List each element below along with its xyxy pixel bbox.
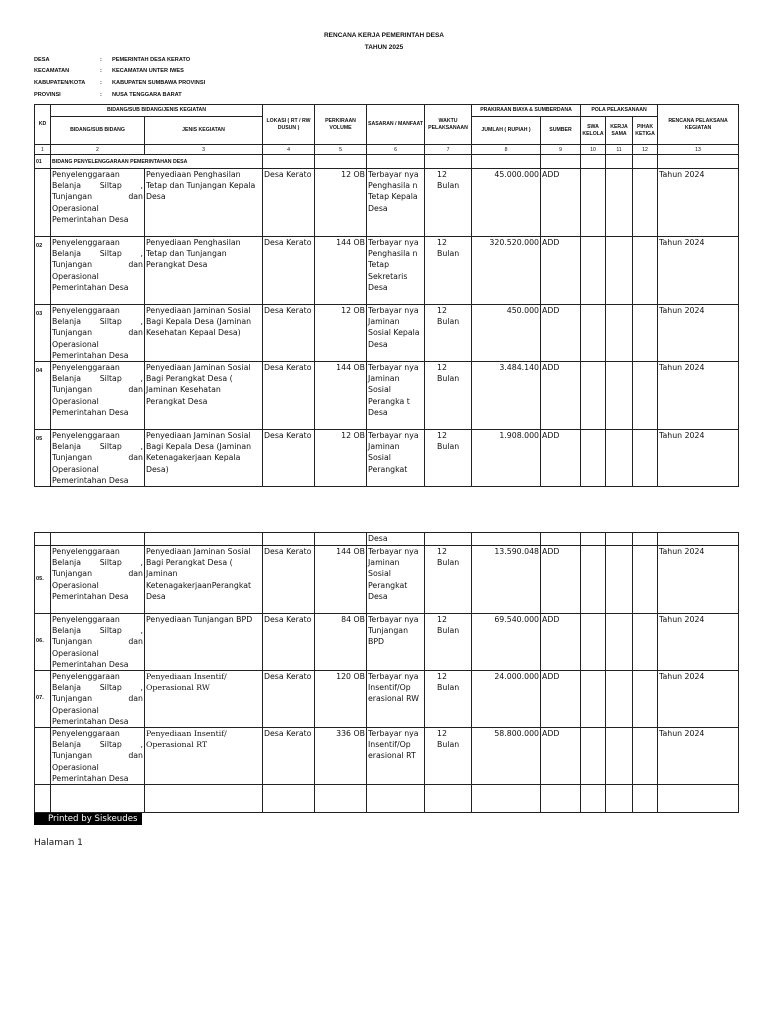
rkp-table-page2 [34, 532, 739, 813]
table-row [35, 362, 739, 430]
jenis-cell: Penyediaan Jaminan Sosial Bagi Kepala Desa (Jaminan Ketenagakerjaan Kepala Desa) [145, 430, 263, 487]
kd-cell: 07. [35, 671, 51, 728]
volume-cell: 12 OB [315, 305, 367, 362]
kd-cell: 05 [35, 430, 51, 487]
col-number: 5 [315, 145, 367, 155]
col-number: 1 [35, 145, 51, 155]
section-kd: 01 [35, 155, 51, 169]
rencana-cell: Tahun 2024 [658, 169, 739, 237]
jumlah-cell: 69.540.000 [472, 614, 541, 671]
swa-cell [581, 169, 606, 237]
swa-cell [581, 362, 606, 430]
kd-cell [35, 169, 51, 237]
sumber-cell: ADD [541, 237, 581, 305]
col-number: 2 [51, 145, 145, 155]
sumber-cell: ADD [541, 305, 581, 362]
empty-cell [145, 785, 263, 813]
empty-cell [315, 785, 367, 813]
kerja-cell [606, 614, 633, 671]
empty-cell [633, 785, 658, 813]
col-number: 10 [581, 145, 606, 155]
meta-desa: DESA : PEMERINTAH DESA KERATO [34, 57, 191, 63]
kerja-cell [606, 237, 633, 305]
rencana-cell: Tahun 2024 [658, 362, 739, 430]
sasaran-cell: Terbayar nya Jaminan Sosial Perangkat Desa [367, 546, 425, 614]
table-row [35, 169, 739, 237]
volume-cell: 12 OB [315, 430, 367, 487]
lokasi-cell: Desa Kerato [263, 614, 315, 671]
col-number: 7 [425, 145, 472, 155]
pihak-cell [633, 305, 658, 362]
sasaran-cell: Terbayar nya Insentif/Op erasional RT [367, 728, 425, 785]
table-row-empty [35, 785, 739, 813]
bidang-cell: Penyelenggaraan Belanja Siltap , Tunjangan dan Operasional Pemerintahan Desa [51, 546, 145, 614]
col-number: 12 [633, 145, 658, 155]
waktu-cell: 12 Bulan [425, 430, 472, 487]
sasaran-cell: Terbayar nya Penghasila n Tetap Sekretaris Desa [367, 237, 425, 305]
waktu-cell: 12 Bulan [425, 237, 472, 305]
document-year: TAHUN 2025 [364, 44, 404, 51]
meta-kecamatan: KECAMATAN : KECAMATAN UNTER IWES [34, 68, 184, 74]
table-row [35, 671, 739, 728]
col-waktu: WAKTU PELAKSANAAN [425, 105, 472, 145]
kd-cell: 02 [35, 237, 51, 305]
col-kerja: KERJA SAMA [606, 117, 633, 145]
col-number: 3 [145, 145, 263, 155]
col-bidang: BIDANG/SUB BIDANG [51, 117, 145, 145]
kerja-cell [606, 671, 633, 728]
rencana-cell: Tahun 2024 [658, 728, 739, 785]
sumber-cell: ADD [541, 430, 581, 487]
waktu-cell: 12 Bulan [425, 169, 472, 237]
col-rencana: RENCANA PELAKSANA KEGIATAN [658, 105, 739, 145]
col-number: 9 [541, 145, 581, 155]
printed-by-label: Printed by Siskeudes [34, 813, 142, 825]
sumber-cell: ADD [541, 362, 581, 430]
jenis-cell: Penyediaan Jaminan Sosial Bagi Perangkat Desa ( Jaminan Kesehatan Perangkat Desa [145, 362, 263, 430]
sumber-cell: ADD [541, 614, 581, 671]
jumlah-cell: 58.800.000 [472, 728, 541, 785]
col-number: 11 [606, 145, 633, 155]
table-row [35, 305, 739, 362]
table-row [35, 430, 739, 487]
col-sasaran: SASARAN / MANFAAT [367, 105, 425, 145]
empty-cell [367, 785, 425, 813]
pihak-cell [633, 728, 658, 785]
jumlah-cell: 45.000.000 [472, 169, 541, 237]
rencana-cell: Tahun 2024 [658, 671, 739, 728]
lokasi-cell: Desa Kerato [263, 546, 315, 614]
kerja-cell [606, 305, 633, 362]
col-kd: KD [35, 105, 51, 145]
volume-cell: 84 OB [315, 614, 367, 671]
sumber-cell: ADD [541, 728, 581, 785]
bidang-cell: Penyelenggaraan Belanja Siltap , Tunjangan dan Operasional Pemerintahan Desa [52, 615, 143, 669]
empty-cell [606, 785, 633, 813]
jumlah-cell: 320.520.000 [472, 237, 541, 305]
kerja-cell [606, 430, 633, 487]
page-number: Halaman 1 [34, 838, 83, 848]
col-group: BIDANG/SUB BIDANG/JENIS KEGIATAN [51, 105, 263, 117]
col-number: 13 [658, 145, 739, 155]
lokasi-cell: Desa Kerato [263, 728, 315, 785]
col-jenis: JENIS KEGIATAN [145, 117, 263, 145]
kd-cell: 04 [35, 362, 51, 430]
bidang-cell: Penyelenggaraan Belanja Siltap , Tunjangan dan Operasional Pemerintahan Desa [51, 169, 145, 237]
swa-cell [581, 305, 606, 362]
meta-kabupaten: KABUPATEN/KOTA : KABUPATEN SUMBAWA PROVINSI [34, 80, 206, 86]
swa-cell [581, 671, 606, 728]
jenis-cell: Penyediaan Insentif/ Operasional RT [145, 728, 263, 785]
swa-cell [581, 430, 606, 487]
bidang-cell: Penyelenggaraan Belanja Siltap , Tunjangan dan Operasional Pemerintahan Desa [52, 672, 143, 726]
rencana-cell: Tahun 2024 [658, 546, 739, 614]
jenis-cell: Penyediaan Insentif/ Operasional RW [145, 671, 263, 728]
swa-cell [581, 614, 606, 671]
empty-cell [541, 785, 581, 813]
waktu-cell: 12 Bulan [425, 305, 472, 362]
meta-provinsi: PROVINSI : NUSA TENGGARA BARAT [34, 92, 182, 98]
sasaran-cell: Terbayar nya Jaminan Sosial Perangkat [367, 430, 425, 487]
section-label: BIDANG PENYELENGGARAAN PEMERINTAHAN DESA [51, 155, 263, 169]
bidang-cell: Penyelenggaraan Belanja Siltap , Tunjangan dan Operasional Pemerintahan Desa [52, 729, 143, 783]
sumber-cell: ADD [541, 169, 581, 237]
col-pihak: PIHAK KETIGA [633, 117, 658, 145]
jumlah-cell: 450.000 [472, 305, 541, 362]
jumlah-cell: 13.590.048 [472, 546, 541, 614]
jenis-cell: Penyediaan Tunjangan BPD [145, 614, 263, 671]
waktu-cell: 12 Bulan [425, 614, 472, 671]
lokasi-cell: Desa Kerato [263, 169, 315, 237]
empty-cell [35, 785, 51, 813]
swa-cell [581, 546, 606, 614]
col-swa: SWA KELOLA [581, 117, 606, 145]
kd-cell: 05. [35, 546, 51, 614]
col-biaya: PRAKIRAAN BIAYA & SUMBERDANA [472, 105, 581, 117]
sasaran-cell: Terbayar nya Jaminan Sosial Perangka t Desa [367, 362, 425, 430]
jenis-cell: Penyediaan Penghasilan Tetap dan Tunjangan Perangkat Desa [145, 237, 263, 305]
lokasi-cell: Desa Kerato [263, 671, 315, 728]
pihak-cell [633, 671, 658, 728]
jenis-cell: Penyediaan Jaminan Sosial Bagi Kepala Desa (Jaminan Kesehatan Kepaal Desa) [145, 305, 263, 362]
col-lokasi: LOKASI ( RT / RW DUSUN ) [263, 105, 315, 145]
volume-cell: 144 OB [315, 362, 367, 430]
col-number: 8 [472, 145, 541, 155]
volume-cell: 144 OB [315, 237, 367, 305]
bidang-cell: Penyelenggaraan Belanja Siltap , Tunjangan dan Operasional Pemerintahan Desa [51, 237, 145, 305]
waktu-cell: 12 Bulan [425, 546, 472, 614]
empty-cell [472, 785, 541, 813]
col-jumlah: JUMLAH ( RUPIAH ) [472, 117, 541, 145]
table-row [35, 237, 739, 305]
pihak-cell [633, 169, 658, 237]
table-row [35, 546, 739, 614]
pihak-cell [633, 237, 658, 305]
kd-cell [35, 728, 51, 785]
jumlah-cell: 1.908.000 [472, 430, 541, 487]
table-row [35, 614, 739, 671]
rencana-cell: Tahun 2024 [658, 237, 739, 305]
bidang-cell: Penyelenggaraan Belanja Siltap , Tunjangan dan Operasional Pemerintahan Desa [51, 362, 145, 430]
col-number: 4 [263, 145, 315, 155]
jumlah-cell: 24.000.000 [472, 671, 541, 728]
col-pola: POLA PELAKSANAAN [581, 105, 658, 117]
volume-cell: 120 OB [315, 671, 367, 728]
bidang-cell: Penyelenggaraan Belanja Siltap , Tunjangan dan Operasional Pemerintahan Desa [52, 306, 143, 360]
kd-cell: 03 [35, 305, 51, 362]
sasaran-cell: Terbayar nya Tunjangan BPD [367, 614, 425, 671]
pihak-cell [633, 362, 658, 430]
kerja-cell [606, 546, 633, 614]
kerja-cell [606, 362, 633, 430]
kerja-cell [606, 728, 633, 785]
lokasi-cell: Desa Kerato [263, 237, 315, 305]
pihak-cell [633, 614, 658, 671]
waktu-cell: 12 Bulan [425, 362, 472, 430]
lokasi-cell: Desa Kerato [263, 430, 315, 487]
sasaran-cell: Terbayar nya Insentif/Op erasional RW [367, 671, 425, 728]
jenis-cell: Penyediaan Penghasilan Tetap dan Tunjangan Kepala Desa [145, 169, 263, 237]
waktu-cell: 12 Bulan [425, 671, 472, 728]
sasaran-cell: Terbayar nya Penghasila n Tetap Kepala Desa [367, 169, 425, 237]
pihak-cell [633, 430, 658, 487]
col-sumber: SUMBER [541, 117, 581, 145]
empty-cell [51, 785, 145, 813]
swa-cell [581, 237, 606, 305]
document-title: RENCANA KERJA PEMERINTAH DESA [323, 32, 445, 39]
rencana-cell: Tahun 2024 [658, 614, 739, 671]
jenis-cell: Penyediaan Jaminan Sosial Bagi Perangkat Desa ( Jaminan KetenagakerjaanPerangkat Desa [145, 546, 263, 614]
waktu-cell: 12 Bulan [425, 728, 472, 785]
empty-cell [658, 785, 739, 813]
rencana-cell: Tahun 2024 [658, 305, 739, 362]
sasaran-cell: Terbayar nya Jaminan Sosial Kepala Desa [367, 305, 425, 362]
rencana-cell: Tahun 2024 [658, 430, 739, 487]
lokasi-cell: Desa Kerato [263, 362, 315, 430]
kerja-cell [606, 169, 633, 237]
pihak-cell [633, 546, 658, 614]
kd-cell: 06. [35, 614, 51, 671]
sumber-cell: ADD [541, 671, 581, 728]
col-number: 6 [367, 145, 425, 155]
empty-cell [425, 785, 472, 813]
volume-cell: 336 OB [315, 728, 367, 785]
volume-cell: 12 OB [315, 169, 367, 237]
carry-over-text: Desa [367, 533, 425, 546]
swa-cell [581, 728, 606, 785]
empty-cell [263, 785, 315, 813]
volume-cell: 144 OB [315, 546, 367, 614]
empty-cell [581, 785, 606, 813]
bidang-cell: Penyelenggaraan Belanja Siltap , Tunjangan dan Operasional Pemerintahan Desa [52, 431, 143, 485]
lokasi-cell: Desa Kerato [263, 305, 315, 362]
table-row [35, 728, 739, 785]
col-volume: PERKIRAAN VOLUME [315, 105, 367, 145]
rkp-table-page1 [34, 104, 739, 487]
sumber-cell: ADD [541, 546, 581, 614]
jumlah-cell: 3.484.140 [472, 362, 541, 430]
